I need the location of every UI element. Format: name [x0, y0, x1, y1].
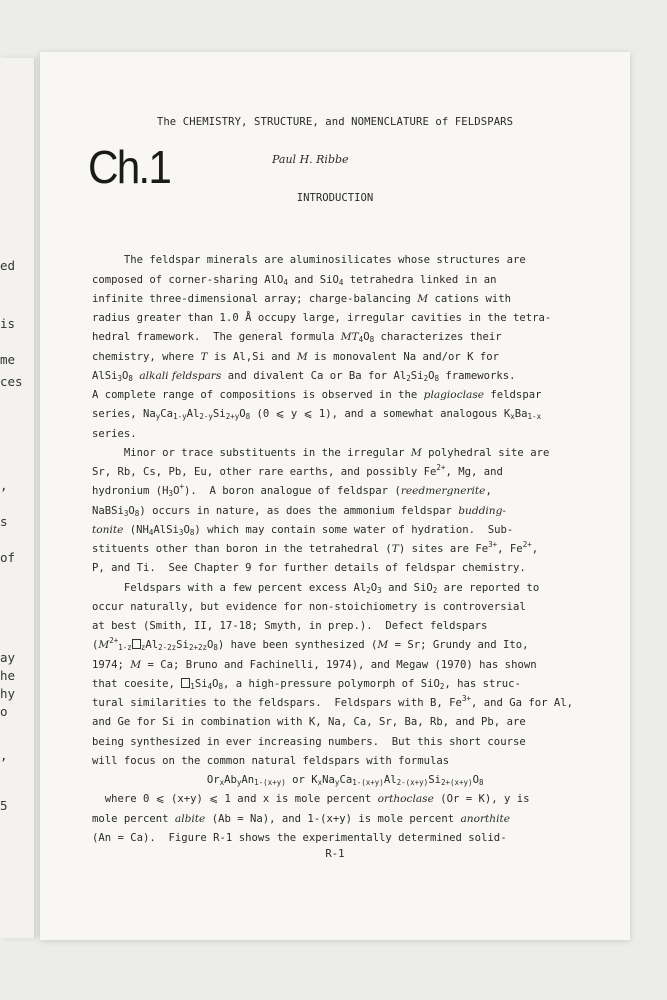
prev-page-text: ed	[0, 258, 16, 273]
page-number: R-1	[325, 848, 345, 860]
prev-page-text: s	[0, 514, 8, 529]
body-text	[92, 232, 612, 848]
prev-page-text: ,	[0, 748, 8, 763]
text-line: infinite three-dimensional array; charge-balancing M cations with	[92, 292, 512, 305]
text-line: Sr, Rb, Cs, Pb, Eu, other rare earths, and possibly $Fe^{2+}$, Mg, and	[92, 463, 503, 478]
text-line: composed of corner-sharing AlO$_4$ and SiO$_4$ tetrahedra linked in an	[92, 273, 497, 287]
prev-page-text: is	[0, 316, 16, 331]
text-line: tural similarities to the feldspars. Feldspars with B, $Fe^{3+}$, and Ga for Al,	[92, 694, 574, 709]
document-page	[40, 52, 630, 940]
prev-page-text: he	[0, 668, 16, 683]
text-line: mole percent albite (Ab = Na), and 1-(x+y) is mole percent anorthite	[92, 812, 511, 825]
text-line: A complete range of compositions is observed in the plagioclase feldspar	[92, 389, 542, 401]
prev-page-text: ay	[0, 650, 16, 665]
formula-line: $Or_xAb_yAn_{1-(x+y)}$ or $K_xNa_yCa_{1-(x+y)}Al_{2-(x+y)}Si_{2+(x+y)}O_8$	[206, 774, 484, 787]
text-line: will focus on the common natural feldspars with formulas	[92, 754, 450, 767]
text-line: being synthesized in ever increasing numbers. But this short course	[92, 735, 526, 748]
text-line: $AlSi_3O_8$ alkali feldspars and divalent Ca or Ba for $Al_2Si_2O_8$ frameworks.	[92, 369, 516, 383]
prev-page-text: o	[0, 704, 8, 719]
running-title: The CHEMISTRY, STRUCTURE, and NOMENCLATURE of FELDSPARS	[156, 116, 514, 128]
text-line: and Ge for Si in combination with K, Na, Ca, Sr, Ba, Rb, and Pb, are	[92, 716, 526, 729]
text-line: chemistry, where T is Al,Si and M is monovalent Na and/or K for	[92, 350, 500, 363]
text-line: ($M^{2+}_{1-z}$ $_zAl_{2-2z}Si_{2+2z}O_8$) have been synthesized (M = Sr; Grundy and Ito,	[92, 636, 529, 653]
author-name: Paul H. Ribbe	[272, 153, 349, 166]
text-line: hydronium $(H_3O^+)$. A boron analogue of feldspar (reedmergnerite,	[92, 482, 492, 499]
text-line: series.	[92, 427, 137, 440]
vacancy-box-symbol	[181, 678, 190, 688]
text-line: radius greater than 1.0 Å occupy large, irregular cavities in the tetra-	[92, 312, 552, 324]
text-line: hedral framework. The general formula $MT_4O_8$ characterizes their	[92, 331, 502, 345]
text-line: at best (Smith, II, 17-18; Smyth, in prep.). Defect feldspars	[92, 620, 488, 632]
section-heading: INTRODUCTION	[296, 192, 374, 204]
text-line: series, $Na_yCa_{1-y}Al_{2-y}Si_{2+y}O_8$ (0 ⩽ y ⩽ 1), and a somewhat analogous $K_xBa_{1-x}$	[92, 408, 542, 422]
chapter-label: Ch.1	[88, 141, 171, 193]
text-line: 1974; M = Ca; Bruno and Fachinelli, 1974), and Megaw (1970) has shown	[92, 658, 537, 671]
vacancy-box-symbol	[132, 639, 141, 649]
text-line: $NaBSi_3O_8$) occurs in nature, as does the ammonium feldspar budding-	[92, 504, 506, 518]
text-line: P, and Ti. See Chapter 9 for further details of feldspar chemistry.	[92, 562, 526, 575]
prev-page-text: of	[0, 550, 16, 565]
text-line: The feldspar minerals are aluminosilicates whose structures are	[92, 254, 526, 267]
text-line: occur naturally, but evidence for non-stoichiometry is controversial	[92, 600, 526, 613]
prev-page-text: 5	[0, 798, 8, 813]
text-line: stituents other than boron in the tetrahedral (T) sites are $Fe^{3+}$, $Fe^{2+}$,	[92, 540, 539, 555]
text-line: (An = Ca). Figure R-1 shows the experimentally determined solid-	[92, 831, 507, 844]
text-line: Feldspars with a few percent excess $Al_2O_3$ and SiO$_2$ are reported to	[92, 581, 540, 595]
prev-page-text: hy	[0, 686, 16, 701]
prev-page-text: ,	[0, 478, 8, 493]
text-line: that coesite, $_1Si_4O_8$, a high-pressure polymorph of SiO$_2$, has struc-	[92, 677, 521, 691]
previous-page-edge	[0, 58, 35, 938]
text-line: tonite $(NH_4AlSi_3O_8)$ which may contain some water of hydration. Sub-	[92, 523, 514, 537]
text-line: where 0 ⩽ (x+y) ⩽ 1 and x is mole percent orthoclase (Or = K), y is	[92, 793, 530, 806]
prev-page-text: me	[0, 352, 16, 367]
text-line: Minor or trace substituents in the irregular M polyhedral site are	[92, 446, 550, 459]
prev-page-text: ces	[0, 374, 23, 389]
